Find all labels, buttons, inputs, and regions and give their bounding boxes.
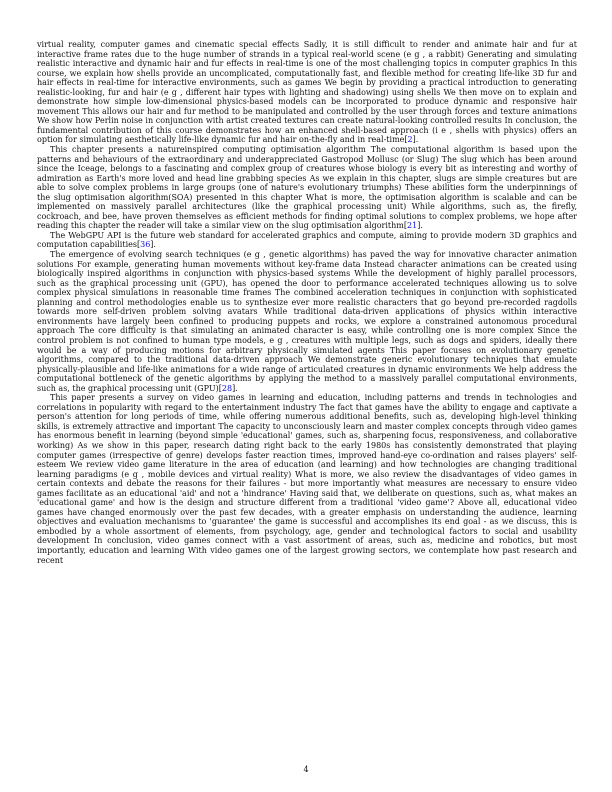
paragraph: This chapter presents a natureinspired computing optimisation algorithm The computational algorithm is based upon the patterns and behaviours of the extraordinary and underappreciated Gastropod Mollusc (or Slug) The slug which has been around since the Iceage, belongs to a fascinating and complex group of creatures whose biology is every bit as interesting and worthy of admiration as Earth's more loved and head line grabbing species As we explain in this chapter, slugs are simple creatures but are able to solve complex problems in large groups (one of nature's evolutionary triumphs) These abilities form the underpinnings of the slug optimisation algorithm(SOA) presented in this chapter What is more, the optimisation algorithm is scalable and can be implemented on massively parallel architectures (like the graphical processing unit) While algorithms, such as, the firefly, cockroach, and bee, have proven themselves as efficient methods for finding optimal solutions to complex problems, we hope after reading this chapter the reader will take a similar view on the slug optimisation algorithm[21].	[37, 145, 577, 231]
citation-link[interactable]: 28	[221, 383, 233, 393]
page-text	[37, 40, 577, 565]
paragraph: The emergence of evolving search techniques (e g , genetic algorithms) has paved the way for innovative character animation solutions For example, generating human movements without key-frame data Instead character animations can be created using biologically inspired algorithms in conjunction with physics-based systems While the development of highly parallel processors, such as the graphical processing unit (GPU), has opened the door to performance accelerated techniques allowing us to solve complex physical simulations in reasonable time frames The combined acceleration techniques in conjunction with sophisticated planning and control methodologies enable us to synthesize ever more realistic characters that go beyond pre-recorded ragdolls towards more self-driven problem solving avatars While traditional data-driven applications of physics within interactive environments have largely been confined to producing puppets and rocks, we explore a constrained autonomous procedural approach The core difficulty is that simulating an animated character is easy, while controlling one is more complex Since the control problem is not confined to human type models, e g , creatures with multiple legs, such as dogs and spiders, ideally there would be a way of producing motions for arbitrary physically simulated agents This paper focuses on evolutionary genetic algorithms, compared to the traditional data-driven approach We demonstrate generic evolutionary techniques that emulate physically-plausible and life-like animations for a wide range of articulated creatures in dynamic environments We help address the computational bottleneck of the genetic algorithms by applying the method to a massively parallel computational environments, such as, the graphical processing unit (GPU)[28].	[37, 250, 577, 393]
citation-link[interactable]: 2	[407, 135, 413, 145]
citation-link[interactable]: 21	[407, 221, 418, 231]
paragraph: The WebGPU API is the future web standard for accelerated graphics and compute, aiming to provide modern 3D graphics and computation capabilities[36].	[37, 230, 577, 250]
citation-link[interactable]: 36	[140, 240, 151, 250]
paragraph: This paper presents a survey on video games in learning and education, including patterns and trends in technologies and correlations in popularity with regard to the entertainment industry The fact that games have the ability to engage and captivate a person's attention for long periods of time, while offering numerous additional benefits, such as, developing high-level thinking skills, is extremely attractive and important The capacity to unconsciously learn and master complex concepts through video games has enormous benefit in learning (beyond simple 'educational' games, such as, sharpening focus, responsiveness, and collaborative working) As we show in this paper, research dating right back to the early 1980s has consistently demonstrated that playing computer games (irrespective of genre) develops faster reaction times, improved hand-eye co-ordination and raises players' self-esteem We review video game literature in the area of education (and learning) and how technologies are changing traditional learning paradigms (e g , mobile devices and virtual reality) What is more, we also review the disadvantages of video games in certain contexts and debate the reasons for their failures - but more importantly what measures are necessary to ensure video games facilitate as an educational 'aid' and not a 'hindrance' Having said that, we deliberate on questions, such as, what makes an 'educational game' and how is the design and structure different from a traditional 'video game'? Above all, educational video games have changed enormously over the past few decades, with a greater emphasis on understanding the audience, learning objectives and evaluation mechanisms to 'guarantee' the game is successful and accomplishes its end goal - as we discuss, this is embodied by a whole assortment of elements, from psychology, age, gender and technological factors to social and usability development In conclusion, video games connect with a vast assortment of areas, such as, medicine and robotics, but most importantly, education and learning With video games one of the largest growing sectors, we contemplate how past research and recent	[37, 393, 577, 565]
page-number: 4	[303, 765, 309, 774]
paragraph: virtual reality, computer games and cinematic special effects Sadly, it is still difficult to render and animate hair and fur at interactive frame rates due to the huge number of strands in a typical real-world scene (e g , a rabbit) Generating and simulating realistic interactive and dynamic hair and fur effects in real-time is one of the most challenging topics in computer graphics In this course, we explain how shells provide an uncomplicated, computationally fast, and flexible method for creating life-like 3D fur and hair effects in real-time for interactive environments, such as games We begin by providing a practical introduction to generating realistic-looking, fur and hair (e g , different hair types with lighting and shadowing) using shells We then move on to explain and demonstrate how simple low-dimensional physics-based models can be incorporated to produce dynamic and responsive hair movement This allows our hair and fur method to be manipulated and controlled by the user through forces and texture animations We show how Perlin noise in conjunction with artist created textures can create natural-looking controlled results In conclusion, the fundamental contribution of this course demonstrates how an enhanced shell-based approach (i e , shells with physics) offers an option for simulating aesthetically life-like dynamic fur and hair on-the-fly and in real-time[2].	[37, 40, 577, 145]
